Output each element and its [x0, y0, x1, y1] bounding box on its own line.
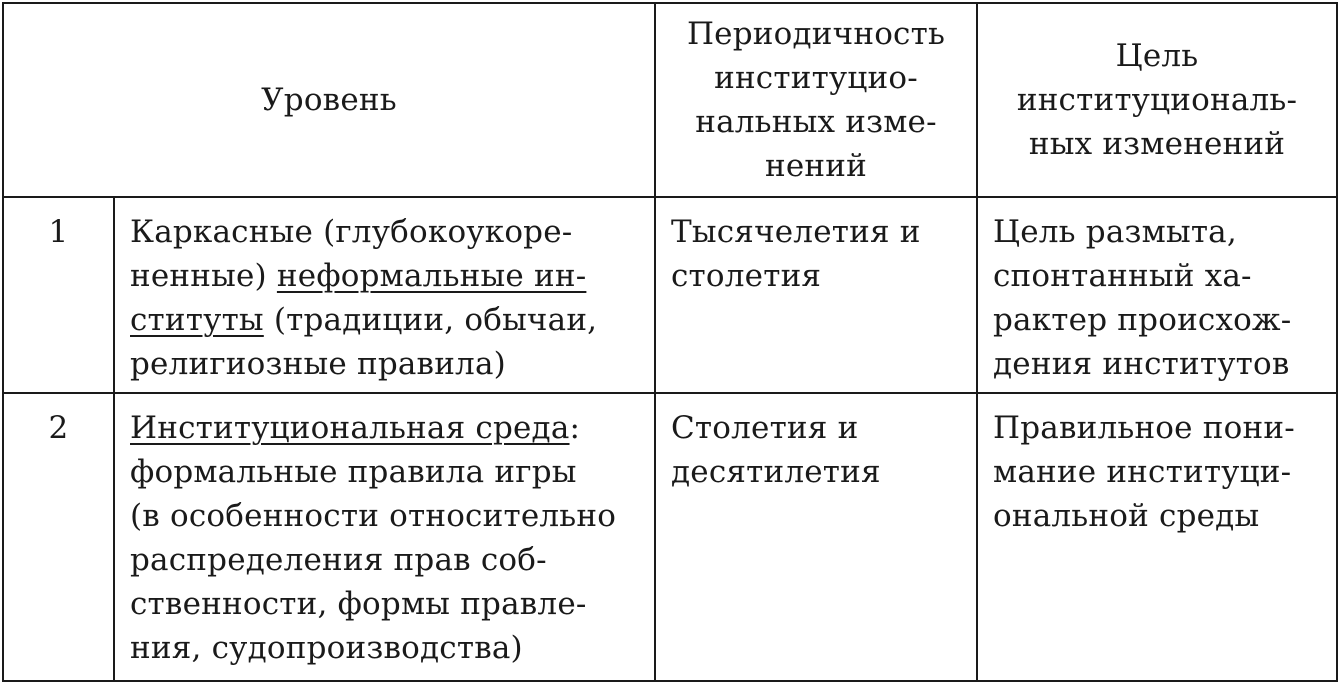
header-level-label: Уровень [261, 82, 397, 118]
header-row [3, 3, 1337, 197]
periodicity-cell [655, 197, 977, 393]
row-number-cell [3, 197, 114, 393]
level-cell [114, 393, 655, 681]
level-cell [114, 197, 655, 393]
level-text [130, 406, 646, 670]
header-periodicity-label: Периодичность институцио- нальных изме- нений [686, 16, 946, 184]
goal-cell [977, 393, 1337, 681]
periodicity-text: Тысячелетия и столетия [671, 214, 921, 294]
goal-text: Правильное пони- мание институци- ональной среды [993, 410, 1295, 534]
institutional-levels-table [2, 2, 1338, 682]
header-goal [977, 3, 1337, 197]
header-goal-label: Цель институциональ- ных изменений [1016, 38, 1298, 162]
goal-cell [977, 197, 1337, 393]
goal-text: Цель размыта, спонтанный ха- рактер происхож- дения институтов [993, 214, 1292, 382]
table-row [3, 393, 1337, 681]
periodicity-text: Столетия и десятилетия [671, 410, 881, 490]
level-text-post: : формальные правила игры (в особенности относительно распределения прав соб- ственности, формы правле- ния, судопроизводства) [130, 410, 617, 666]
level-text [130, 210, 646, 386]
table-row [3, 197, 1337, 393]
level-text-pre: Каркасные (глубокоукоре- ненные) [130, 214, 573, 294]
row-number: 1 [48, 214, 69, 250]
level-text-underlined: неформальные ин- ституты [130, 258, 587, 338]
header-periodicity [655, 3, 977, 197]
header-level [3, 3, 655, 197]
periodicity-cell [655, 393, 977, 681]
level-text-post: (традиции, обычаи, религиозные правила) [130, 302, 598, 382]
row-number: 2 [48, 410, 69, 446]
row-number-cell [3, 393, 114, 681]
level-text-underlined: Институциональная среда [130, 410, 570, 446]
